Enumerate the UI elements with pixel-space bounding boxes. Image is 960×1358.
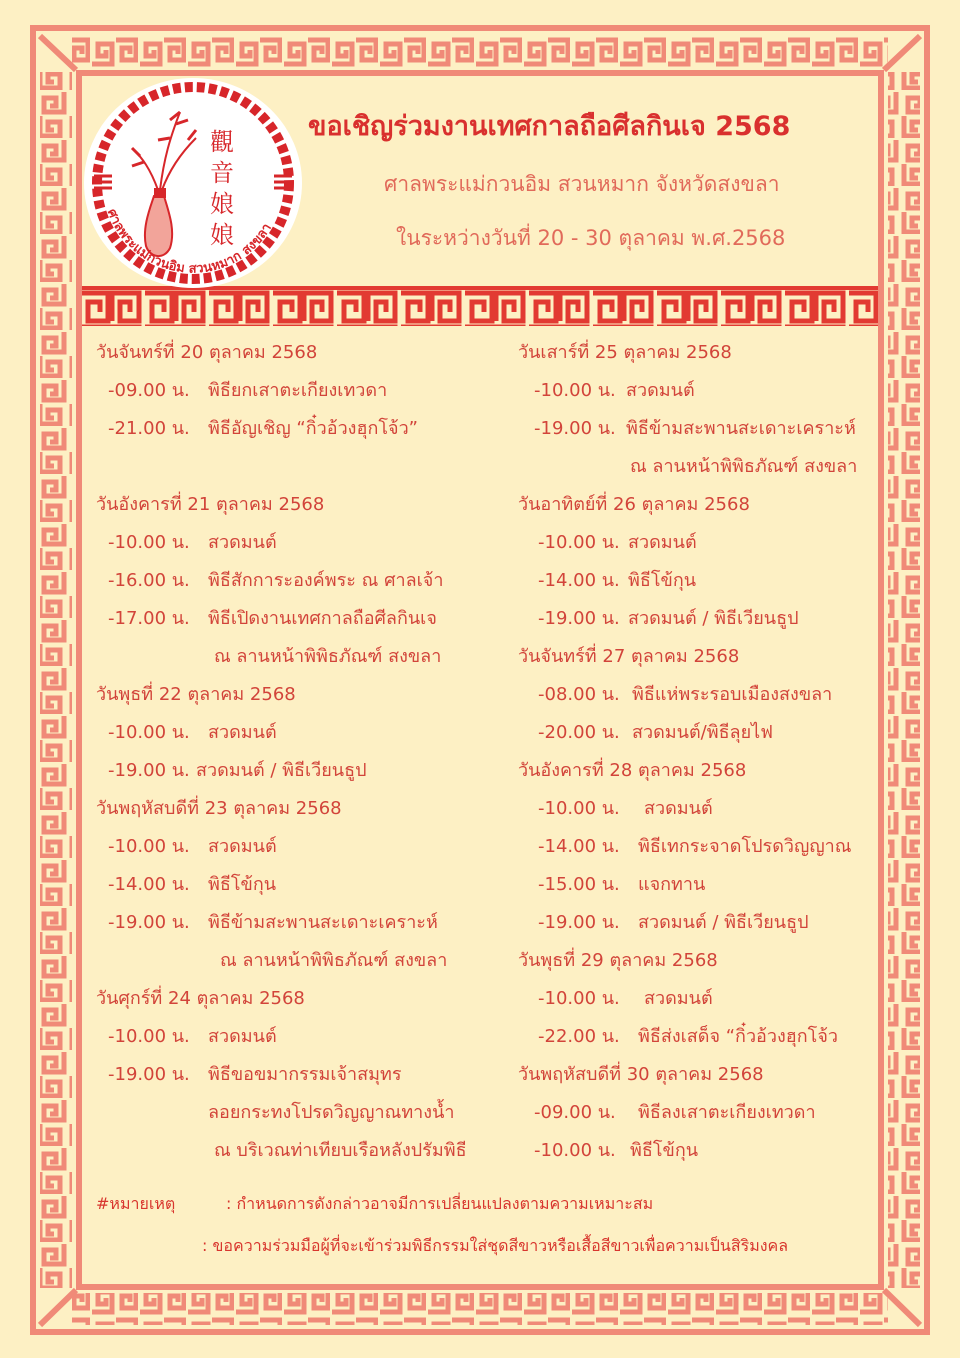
schedule-item <box>518 566 878 604</box>
item-desc: สวดมนต์ <box>626 380 695 401</box>
item-time: -17.00 น. <box>108 608 190 629</box>
item-location: ณ ลานหน้าพิพิธภัณฑ์ สงขลา <box>630 456 858 477</box>
schedule-item <box>96 908 496 946</box>
day-heading: วันอาทิตย์ที่ 26 ตุลาคม 2568 <box>518 494 750 515</box>
item-time: -10.00 น. <box>538 532 620 553</box>
item-time: -10.00 น. <box>534 1140 616 1161</box>
schedule-item <box>96 566 496 604</box>
item-desc: สวดมนต์ <box>208 532 277 553</box>
item-desc: สวดมนต์ <box>644 988 713 1009</box>
item-time: -10.00 น. <box>108 722 190 743</box>
day-block <box>518 1060 878 1174</box>
day-block <box>96 680 496 794</box>
day-heading: วันอังคารที่ 21 ตุลาคม 2568 <box>96 494 325 515</box>
schedule-item-continuation <box>96 1098 496 1136</box>
item-time: -10.00 น. <box>538 988 620 1009</box>
item-time: -22.00 น. <box>538 1026 620 1047</box>
item-time: -19.00 น. <box>108 1064 190 1085</box>
item-time: -14.00 น. <box>538 836 620 857</box>
schedule-item <box>518 604 878 642</box>
item-desc: พิธีขอขมากรรมเจ้าสมุทร <box>208 1064 402 1085</box>
svg-text:觀: 觀 <box>210 128 234 156</box>
item-desc: พิธียกเสาตะเกียงเทวดา <box>208 380 388 401</box>
item-time: -10.00 น. <box>108 836 190 857</box>
item-time: -10.00 น. <box>108 532 190 553</box>
item-desc: สวดมนต์/พิธีลุยไฟ <box>632 722 773 743</box>
item-time: -19.00 น. <box>534 418 616 439</box>
item-time: -10.00 น. <box>534 380 616 401</box>
day-heading: วันพฤหัสบดีที่ 30 ตุลาคม 2568 <box>518 1064 764 1085</box>
item-desc: พิธีโข้กุน <box>628 570 697 591</box>
day-heading: วันอังคารที่ 28 ตุลาคม 2568 <box>518 760 747 781</box>
schedule-item <box>96 870 496 908</box>
item-time: -20.00 น. <box>538 722 620 743</box>
schedule-item <box>518 984 878 1022</box>
day-heading: วันพุธที่ 29 ตุลาคม 2568 <box>518 950 718 971</box>
schedule-left-column <box>96 338 496 1174</box>
svg-text:音: 音 <box>210 159 234 187</box>
day-block <box>518 490 878 642</box>
date-range-subtitle: ในระหว่างวันที่ 20 - 30 ตุลาคม พ.ศ.2568 <box>396 226 786 250</box>
note-label: #หมายเหตุ <box>96 1194 176 1213</box>
item-time: -14.00 น. <box>538 570 620 591</box>
day-block <box>96 794 496 984</box>
item-time: -19.00 น. <box>108 912 190 933</box>
day-block <box>518 338 878 490</box>
day-heading: วันจันทร์ที่ 27 ตุลาคม 2568 <box>518 646 740 667</box>
schedule-item <box>518 414 878 452</box>
note-line: : ขอความร่วมมือผู้ที่จะเข้าร่วมพิธีกรรมใส่ชุดสีขาวหรือเสื้อสีขาวเพื่อความเป็นสิริมงคล <box>202 1236 789 1255</box>
location-subtitle: ศาลพระแม่กวนอิม สวนหมาก จังหวัดสงขลา <box>384 172 780 196</box>
schedule-item <box>518 832 878 870</box>
schedule-item-continuation <box>96 642 496 680</box>
item-desc: พิธีแห่พระรอบเมืองสงขลา <box>632 684 833 705</box>
schedule-item <box>96 756 496 794</box>
item-time: -10.00 น. <box>108 1026 190 1047</box>
day-heading: วันพฤหัสบดีที่ 23 ตุลาคม 2568 <box>96 798 342 819</box>
schedule-item <box>96 414 496 452</box>
item-desc: พิธีเทกระจาดโปรดวิญญาณ <box>638 836 852 857</box>
item-time: -19.00 น. <box>538 912 620 933</box>
item-location: ณ ลานหน้าพิพิธภัณฑ์ สงขลา <box>220 950 448 971</box>
day-heading: วันจันทร์ที่ 20 ตุลาคม 2568 <box>96 342 318 363</box>
page-title: ขอเชิญร่วมงานเทศกาลถือศีลกินเจ 2568 <box>308 111 791 142</box>
day-block <box>518 642 878 756</box>
schedule-item <box>96 528 496 566</box>
item-desc: แจกทาน <box>638 874 706 895</box>
item-desc: พิธีสักการะองค์พระ ณ ศาลเจ้า <box>208 570 444 591</box>
schedule-item <box>96 832 496 870</box>
item-desc: สวดมนต์ / พิธีเวียนธูป <box>196 760 367 781</box>
item-desc: สวดมนต์ <box>208 836 277 857</box>
item-desc: พิธีเปิดงานเทศกาลถือศีลกินเจ <box>208 608 437 629</box>
item-desc: สวดมนต์ <box>644 798 713 819</box>
header <box>300 100 860 260</box>
item-time: -10.00 น. <box>538 798 620 819</box>
schedule-item-continuation <box>96 946 496 984</box>
item-time: -19.00 น. <box>538 608 620 629</box>
day-block <box>96 338 496 490</box>
schedule-item <box>96 604 496 642</box>
item-time: -09.00 น. <box>108 380 190 401</box>
item-desc: สวดมนต์ <box>208 722 277 743</box>
item-desc: พิธีลงเสาตะเกียงเทวดา <box>638 1102 816 1123</box>
item-time: -16.00 น. <box>108 570 190 591</box>
schedule-item <box>518 1136 878 1174</box>
day-block <box>96 984 496 1174</box>
note-line: : กำหนดการดังกล่าวอาจมีการเปลี่ยนแปลงตามความเหมาะสม <box>226 1194 654 1213</box>
item-desc: พิธีส่งเสด็จ “กิ๋วอ้วงฮุกโจ้ว <box>638 1026 838 1047</box>
item-desc: พิธีข้ามสะพานสะเดาะเคราะห์ <box>626 418 856 439</box>
item-desc: พิธีโข้กุน <box>208 874 277 895</box>
item-time: -09.00 น. <box>534 1102 616 1123</box>
day-heading: วันพุธที่ 22 ตุลาคม 2568 <box>96 684 296 705</box>
item-desc: พิธีข้ามสะพานสะเดาะเคราะห์ <box>208 912 438 933</box>
item-time: -21.00 น. <box>108 418 190 439</box>
schedule-item <box>96 718 496 756</box>
item-time: -19.00 น. <box>108 760 190 781</box>
schedule-item <box>518 376 878 414</box>
schedule-item-continuation <box>518 452 878 490</box>
item-location: ณ ลานหน้าพิพิธภัณฑ์ สงขลา <box>214 646 442 667</box>
schedule-item <box>518 718 878 756</box>
schedule-item <box>518 680 878 718</box>
schedule-item <box>518 908 878 946</box>
day-block <box>518 946 878 1060</box>
schedule-item <box>518 870 878 908</box>
day-block <box>518 756 878 946</box>
item-desc: พิธีโข้กุน <box>630 1140 699 1161</box>
item-desc: สวดมนต์ <box>208 1026 277 1047</box>
schedule-item <box>96 376 496 414</box>
schedule-right-column <box>518 338 878 1174</box>
item-time: -15.00 น. <box>538 874 620 895</box>
schedule-item <box>96 1060 496 1098</box>
schedule-item <box>518 1022 878 1060</box>
day-heading: วันศุกร์ที่ 24 ตุลาคม 2568 <box>96 988 305 1009</box>
schedule-item-continuation <box>96 1136 496 1174</box>
schedule-item <box>96 1022 496 1060</box>
schedule-item <box>518 1098 878 1136</box>
day-block <box>96 490 496 680</box>
shrine-logo-emblem <box>84 78 302 288</box>
item-desc: สวดมนต์ / พิธีเวียนธูป <box>628 608 799 629</box>
item-desc: สวดมนต์ / พิธีเวียนธูป <box>638 912 809 933</box>
svg-text:娘: 娘 <box>210 190 234 218</box>
item-continuation: ลอยกระทงโปรดวิญญาณทางน้ำ <box>208 1102 455 1123</box>
item-time: -14.00 น. <box>108 874 190 895</box>
item-desc: พิธีอัญเชิญ “กิ๋วอ้วงฮุกโจ้ว” <box>208 418 418 439</box>
item-desc: สวดมนต์ <box>628 532 697 553</box>
schedule-item <box>518 528 878 566</box>
schedule-item <box>518 794 878 832</box>
item-time: -08.00 น. <box>538 684 620 705</box>
logo-ring-text: ศาลพระแม่กวนอิม สวนหมาก สงขลา <box>103 206 275 277</box>
day-heading: วันเสาร์ที่ 25 ตุลาคม 2568 <box>518 342 732 363</box>
item-location: ณ บริเวณท่าเทียบเรือหลังปรัมพิธี <box>214 1140 467 1161</box>
vase-with-bamboo-icon <box>84 78 302 288</box>
svg-text:娘: 娘 <box>210 221 234 249</box>
